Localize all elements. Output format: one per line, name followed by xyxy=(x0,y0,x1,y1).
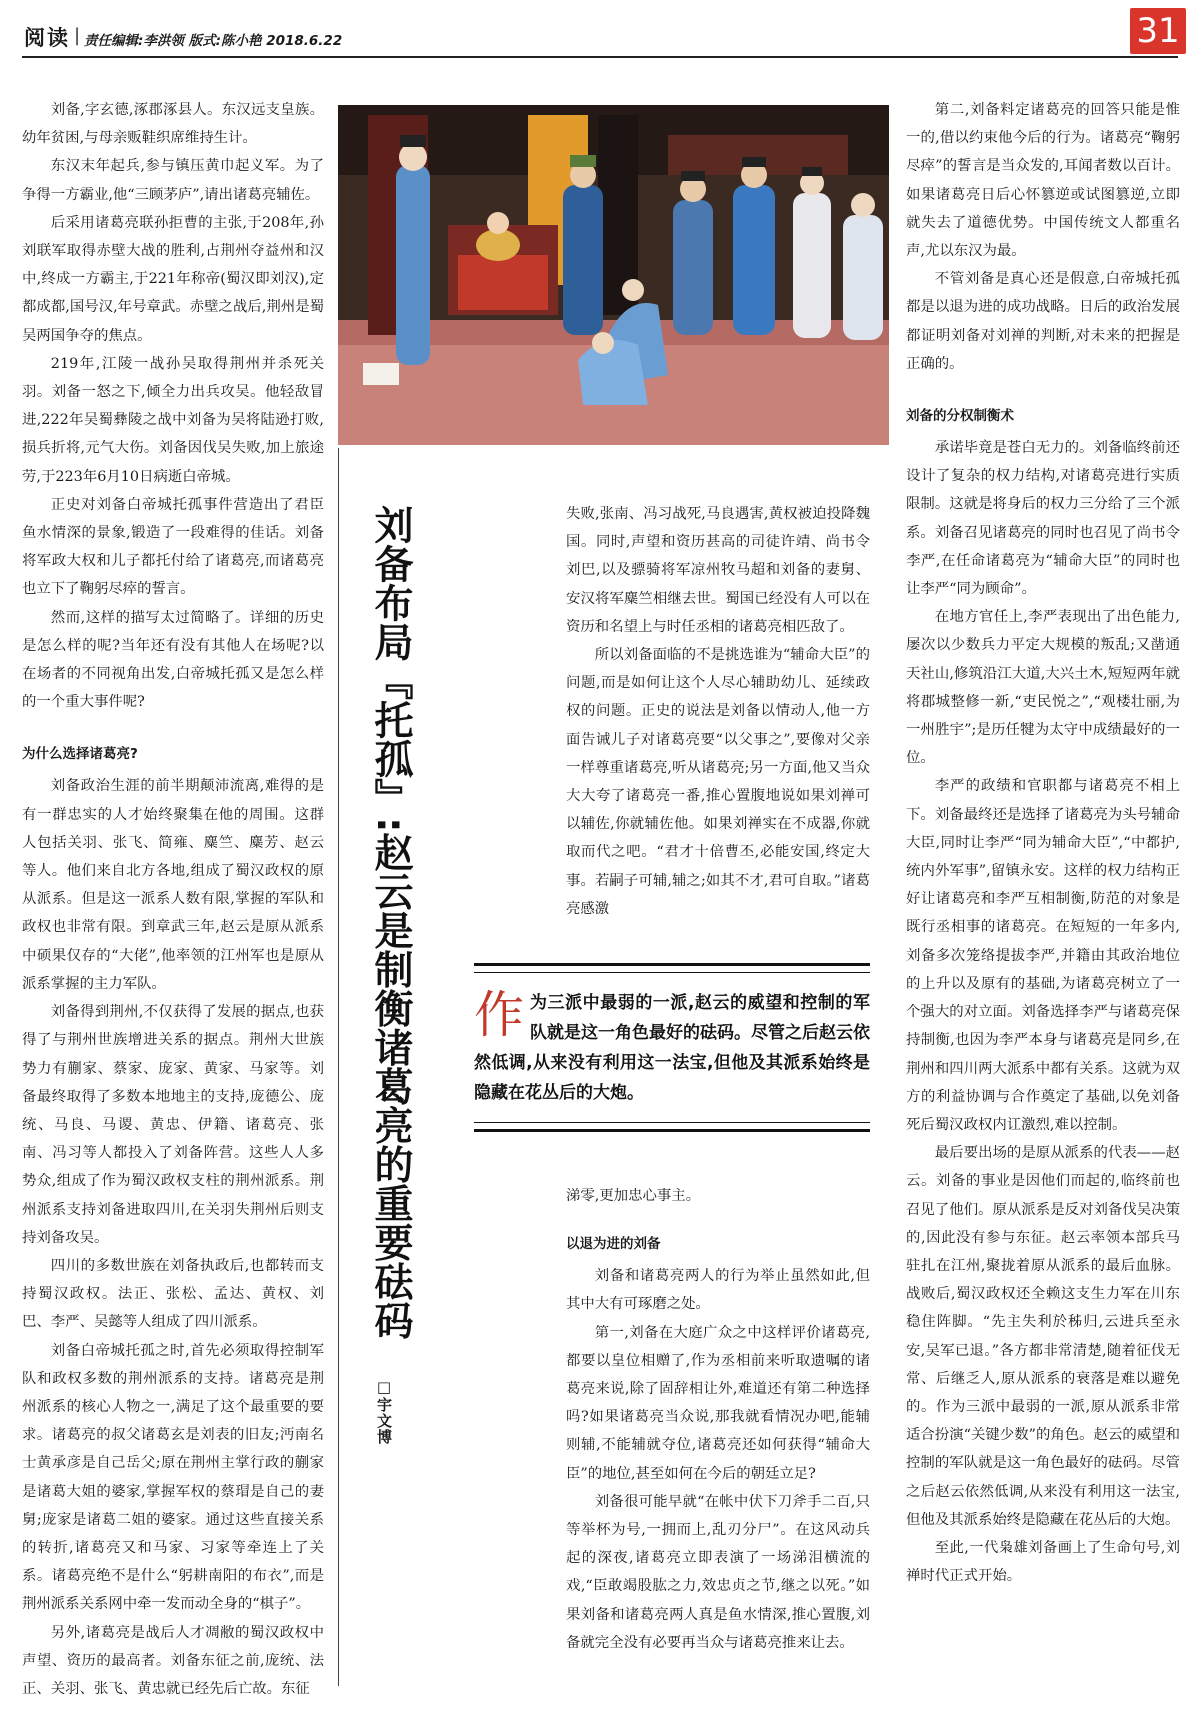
paragraph: 正史对刘备白帝城托孤事件营造出了君臣鱼水情深的景象,锻造了一段难得的佳话。刘备将军政大权和儿子都托付给了诸葛亮,而诸葛亮也立下了鞠躬尽瘁的誓言。 xyxy=(22,496,324,598)
column-divider xyxy=(338,448,339,1686)
paragraph: 219年,江陵一战孙吴取得荆州并杀死关羽。刘备一怒之下,倾全力出兵攻吴。他轻敌冒进,222年吴蜀彝陵之战中刘备为吴将陆逊打败,损兵折将,元气大伤。刘备因伐吴失败,加上旅途劳,于223年6月10日病逝白帝城。 xyxy=(22,355,324,485)
header-separator: | xyxy=(74,25,81,46)
drop-cap: 作 xyxy=(474,986,524,1044)
paragraph: 至此,一代枭雄刘备画上了生命句号,刘禅时代正式开始。 xyxy=(906,1539,1180,1585)
paragraph: 刘备白帝城托孤之时,首先必须取得控制军队和政权多数的荆州派系的支持。诸葛亮是荆州派系的核心人物之一,满足了这个最重要的要求。诸葛亮的叔父诸葛玄是刘表的旧友;沔南名士黄承彦是自己岳父;原在荆州主掌行政的蒯家是诸葛大姐的婆家,掌握军权的蔡瑁是自己的妻舅;庞家是诸葛二姐的婆家。通过这些直接关系的转折,诸葛亮又和马家、习家等牵连上了关系。诸葛亮绝不是什么“躬耕南阳的布衣”,而是荆州派系关系网中牵一发而动全身的“棋子”。 xyxy=(22,1342,324,1613)
article-title: 刘备布局『托孤』:赵云是制衡诸葛亮的重要砝码 xyxy=(368,505,413,1340)
paragraph: 承诺毕竟是苍白无力的。刘备临终前还设计了复杂的权力结构,对诸葛亮进行实质限制。这就是将身后的权力三分给了三个派系。刘备召见诸葛亮的同时也召见了尚书令李严,在任命诸葛亮为“辅命大臣”的同时也让李严“同为顾命”。 xyxy=(906,440,1180,598)
column-1 xyxy=(22,96,324,1703)
header-rule xyxy=(22,56,1178,58)
pull-quote-rule-bottom-thin xyxy=(474,1122,870,1123)
pull-quote-rule-top-thin xyxy=(474,972,870,973)
paragraph: 刘备得到荆州,不仅获得了发展的据点,也获得了与荆州世族增进关系的据点。荆州大世族势力有蒯家、蔡家、庞家、黄家、马家等。刘备最终取得了多数本地地主的支持,庞德公、庞统、马良、马谡、黄忠、伊籍、诸葛亮、张南、冯习等人都投入了刘备阵营。这些人人多势众,组成了作为蜀汉政权支柱的荆州派系。荆州派系支持刘备进取四川,在关羽失荆州后则支持刘备攻吴。 xyxy=(22,1004,324,1246)
page-number: 31 xyxy=(1130,8,1186,54)
column-3 xyxy=(906,96,1180,1590)
paragraph: 所以刘备面临的不是挑选谁为“辅命大臣”的问题,而是如何让这个人尽心辅助幼儿、延续政权的问题。正史的说法是刘备以情动人,他一方面告诫儿子对诸葛亮要“以父事之”,要像对父亲一样尊重诸葛亮,听从诸葛亮;另一方面,他又当众大大夸了诸葛亮一番,推心置腹地说如果刘禅可以辅佐,你就辅佐他。如果刘禅实在不成器,你就取而代之吧。“君才十倍曹丕,必能安国,终定大事。若嗣子可辅,辅之;如其不才,君可自取。”诸葛亮感激 xyxy=(566,647,870,917)
paragraph: 刘备政治生涯的前半期颠沛流离,难得的是有一群忠实的人才始终聚集在他的周围。这群人包括关羽、张飞、简雍、麋竺、麋芳、赵云等人。他们来自北方各地,组成了蜀汉政权的原从派系。但是这一派系人数有限,掌握的军队和政权也非常有限。到章武三年,赵云是原从派系中硕果仅存的“大佬”,他率领的江州军也是原从派系掌握的主力军队。 xyxy=(22,778,324,992)
section-heading: 刘备的分权制衡术 xyxy=(906,408,1014,425)
paragraph: 李严的政绩和官职都与诸葛亮不相上下。刘备最终还是选择了诸葛亮为头号辅命大臣,同时让李严“同为辅命大臣”,“中都护,统内外军事”,留镇永安。这样的权力结构正好让诸葛亮和李严互相制衡,防范的对象是既行丞相事的诸葛亮。在短短的一年多内,刘备多次笼络提拔李严,并籍由其政治地位的上升以及原有的基础,为诸葛亮树立了一个强大的对立面。刘备选择李严与诸葛亮保持制衡,也因为李严本身与诸葛亮是同乡,在荆州和四川两大派系中都有关系。这就为双方的利益协调与合作奠定了基础,以免刘备死后蜀汉政权内讧激烈,难以控制。 xyxy=(906,778,1180,1133)
paragraph: 失败,张南、冯习战死,马良遇害,黄权被迫投降魏国。同时,声望和资历甚高的司徒许靖、尚书令刘巴,以及骠骑将军凉州牧马超和刘备的妻舅、安汉将军麋竺相继去世。蜀国已经没有人可以在资历和名望上与时任丞相的诸葛亮相匹敌了。 xyxy=(566,506,870,635)
paragraph: 四川的多数世族在刘备执政后,也都转而支持蜀汉政权。法正、张松、孟达、黄权、刘巴、李严、吴懿等人组成了四川派系。 xyxy=(22,1257,324,1331)
article-photo xyxy=(338,105,889,445)
pull-quote-rule-bottom xyxy=(474,1129,870,1132)
paragraph: 在地方官任上,李严表现出了出色能力,屡次以少数兵力平定大规模的叛乱;又凿通天社山,修筑沿江大道,大兴土木,短短两年就将郡城整修一新,“吏民悦之”,“观楼壮丽,为一州胜宇”;是历任犍为太守中成绩最好的一位。 xyxy=(906,609,1180,767)
paragraph: 刘备,字玄德,涿郡涿县人。东汉远支皇族。幼年贫困,与母亲贩鞋织席维持生计。 xyxy=(22,102,324,147)
paragraph: 刘备和诸葛亮两人的行为举止虽然如此,但其中大有可琢磨之处。 xyxy=(566,1268,870,1313)
section-title: 阅读 xyxy=(24,26,70,50)
paragraph: 不管刘备是真心还是假意,白帝城托孤都是以退为进的成功战略。日后的政治发展都证明刘备对刘禅的判断,对未来的把握是正确的。 xyxy=(906,271,1180,372)
column-2-lower xyxy=(566,1182,870,1657)
column-2-upper xyxy=(566,500,870,923)
section-heading: 以退为进的刘备 xyxy=(566,1236,661,1253)
editor-credits: 责任编辑:李洪领 版式:陈小艳 2018.6.22 xyxy=(84,33,343,49)
pull-quote-text: 为三派中最弱的一派,赵云的威望和控制的军队就是这一角色最好的砝码。尽管之后赵云依然低调,从来没有利用这一法宝,但他及其派系始终是隐藏在花丛后的大炮。 xyxy=(474,993,870,1103)
paragraph: 最后要出场的是原从派系的代表——赵云。刘备的事业是因他们而起的,临终前也召见了他们。原从派系是反对刘备伐吴决策的,因此没有参与东征。赵云率领本部兵马驻扎在江州,聚拢着原从派系的最后血脉。战败后,蜀汉政权还全赖这支生力军在川东稳住阵脚。“先主失利於秭归,云进兵至永安,吴军已退。”各方都非常清楚,随着征伐无常、后继乏人,原从派系的衰落是难以避免的。作为三派中最弱的一派,原从派系非常适合扮演“关键少数”的角色。赵云的威望和控制的军队就是这一角色最好的砝码。尽管之后赵云依然低调,从来没有利用这一法宝,但他及其派系始终是隐藏在花丛后的大炮。 xyxy=(906,1145,1180,1528)
paragraph: 刘备很可能早就“在帐中伏下刀斧手二百,只等举杯为号,一拥而上,乱刃分尸”。在这风动兵起的深夜,诸葛亮立即表演了一场涕泪横流的戏,“臣敢竭股肱之力,效忠贞之节,继之以死。”如果刘备和诸葛亮两人真是鱼水情深,推心置腹,刘备就完全没有必要再当众与诸葛亮推来让去。 xyxy=(566,1493,870,1651)
paragraph: 后采用诸葛亮联孙拒曹的主张,于208年,孙刘联军取得赤壁大战的胜利,占荆州夺益州和汉中,终成一方霸主,于221年称帝(蜀汉即刘汉),定都成都,国号汉,年号章武。赤壁之战后,荆州是蜀吴两国争夺的焦点。 xyxy=(22,214,324,344)
paragraph: 第二,刘备料定诸葛亮的回答只能是惟一的,借以约束他今后的行为。诸葛亮“鞠躬尽瘁”的誓言是当众发的,耳闻者数以百计。如果诸葛亮日后心怀篡逆或试图篡逆,立即就失去了道德优势。中国传统文人都重名声,尤以东汉为最。 xyxy=(906,102,1180,260)
paragraph: 第一,刘备在大庭广众之中这样评价诸葛亮,都要以皇位相赠了,作为丞相前来听取遗嘱的诸葛亮来说,除了固辞相让外,难道还有第二种选择吗?如果诸葛亮当众说,那我就看情况办吧,能辅则辅,不能辅就夺位,诸葛亮还如何获得“辅命大臣”的地位,甚至如何在今后的朝廷立足? xyxy=(566,1324,870,1482)
paragraph: 涕零,更加忠心事主。 xyxy=(566,1188,701,1204)
paragraph: 然而,这样的描写太过简略了。详细的历史是怎么样的呢?当年还有没有其他人在场呢?以在场者的不同视角出发,白帝城托孤又是怎么样的一个重大事件呢? xyxy=(22,609,324,711)
pull-quote xyxy=(474,988,870,1108)
statue-scene-illustration xyxy=(338,105,889,445)
paragraph: 东汉末年起兵,参与镇压黄巾起义军。为了争得一方霸业,他“三顾茅庐”,请出诸葛亮辅佐。 xyxy=(22,158,324,203)
paragraph: 另外,诸葛亮是战后人才凋敝的蜀汉政权中声望、资历的最高者。刘备东征之前,庞统、法正、关羽、张飞、黄忠就已经先后亡故。东征 xyxy=(22,1624,324,1697)
section-heading: 为什么选择诸葛亮? xyxy=(22,746,138,763)
byline: □宇文博 xyxy=(375,1378,393,1445)
pull-quote-rule-top xyxy=(474,963,870,966)
